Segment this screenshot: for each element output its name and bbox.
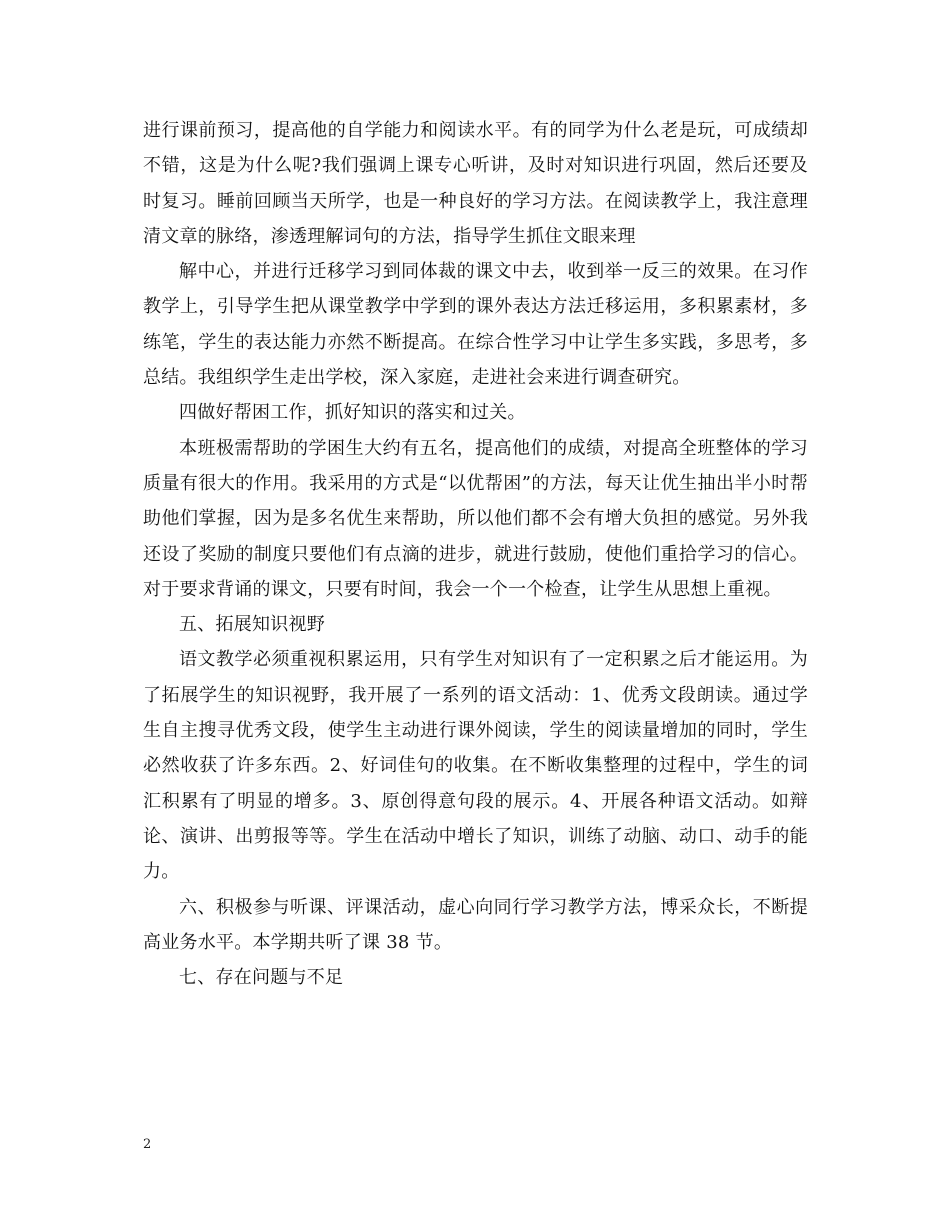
document-body [143, 113, 808, 995]
section-heading-problems: 七、存在问题与不足 [179, 967, 344, 989]
paragraph-help-students: 本班极需帮助的学困生大约有五名，提高他们的成绩，对提高全班整体的学习质量有很大的作用。我采用的方式是“以优帮困”的方法，每天让优生抽出半小时帮助他们掌握，因为是多名优生来帮助，所以他们都不会有增大负担的感觉。另外我还设了奖励的制度只要他们有点滴的进步，就进行鼓励，使他们重拾学习的信心。对于要求背诵的课文，只要有时间，我会一个一个检查，让学生从思想上重视。 [143, 437, 808, 600]
section-heading-expand-knowledge: 五、拓展知识视野 [179, 614, 325, 636]
section-heading-help-students: 四做好帮困工作，抓好知识的落实和过关。 [179, 402, 526, 424]
paragraph-preview-continuation: 进行课前预习，提高他的自学能力和阅读水平。有的同学为什么老是玩，可成绩却不错，这是为什么呢?我们强调上课专心听讲，及时对知识进行巩固，然后还要及时复习。睡前回顾当天所学，也是一种良好的学习方法。在阅读教学上，我注意理清文章的脉络，渗透理解词句的方法，指导学生抓住文眼来理 [143, 120, 808, 247]
paragraph-reading-writing: 解中心，并进行迁移学习到同体裁的课文中去，收到举一反三的效果。在习作教学上，引导学生把从课堂教学中学到的课外表达方法迁移运用，多积累素材，多练笔，学生的表达能力亦然不断提高。在综合性学习中让学生多实践，多思考，多总结。我组织学生走出学校，深入家庭，走进社会来进行调查研究。 [143, 261, 808, 389]
paragraph-expand-knowledge: 语文教学必须重视积累运用，只有学生对知识有了一定积累之后才能运用。为了拓展学生的知识视野，我开展了一系列的语文活动：1、优秀文段朗读。通过学生自主搜寻优秀文段，使学生主动进行课外阅读，学生的阅读量增加的同时，学生必然收获了许多东西。2、好词佳句的收集。在不断收集整理的过程中，学生的词汇积累有了明显的增多。3、原创得意句段的展示。4、开展各种语文活动。如辩论、演讲、出剪报等等。学生在活动中增长了知识，训练了动脑、动口、动手的能力。 [143, 649, 808, 883]
paragraph-observe-classes: 六、积极参与听课、评课活动，虚心向同行学习教学方法，博采众长，不断提高业务水平。本学期共听了课 38 节。 [143, 896, 808, 953]
page-number: 2 [143, 1137, 152, 1152]
